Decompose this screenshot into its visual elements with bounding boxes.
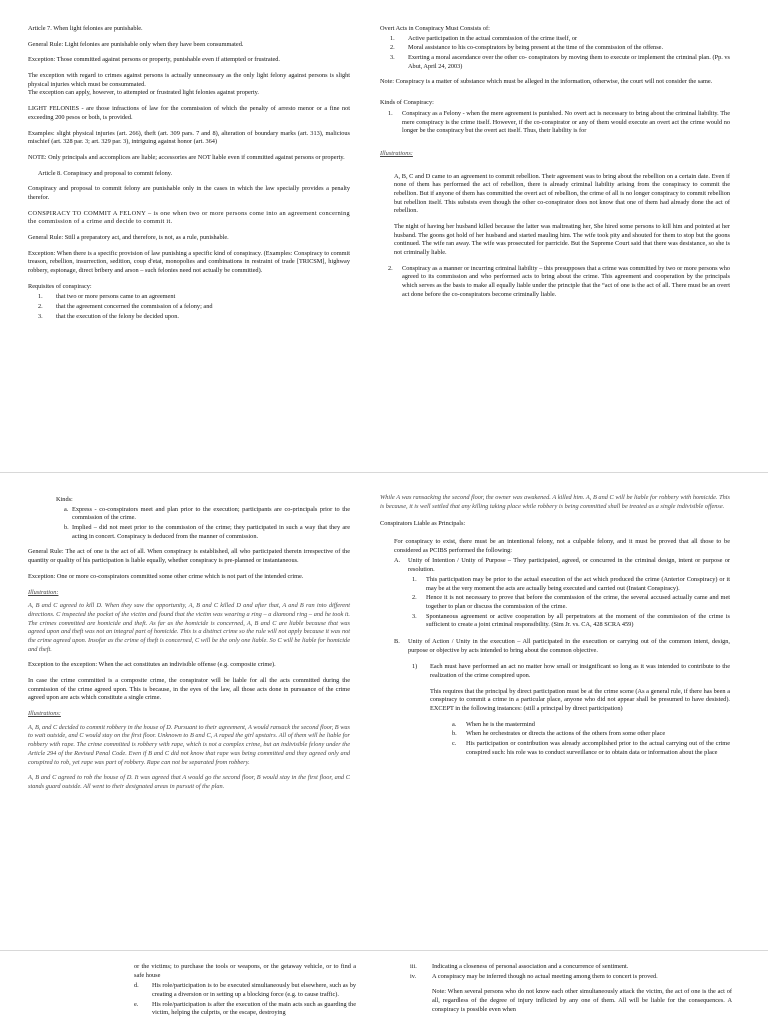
requisite-2: that the agreement concerned the commission of a felony; and: [56, 303, 213, 311]
exception-prior-contribution: His participation or contribution was already accomplished prior to the actual carrying out of the crime conspired such: his role was to conduct surveillance or to obtain data or information about the place: [466, 740, 730, 756]
page2-left-column: [28, 496, 350, 799]
conspirators-liable-title: Conspirators Liable as Principals:: [380, 520, 466, 528]
requisites-title: Requisites of conspiracy:: [28, 282, 92, 290]
page2-right-column: [380, 494, 730, 765]
illustrations-label: Illustrations:: [380, 149, 413, 157]
page3-right-column: [410, 963, 732, 1021]
kinds-of-conspiracy-title: Kinds of Conspiracy:: [380, 99, 434, 107]
overt-acts-title: Overt Acts in Conspiracy Must Consists of:: [380, 25, 490, 32]
page3-left-column: [134, 963, 356, 1024]
article7-general-rule: General Rule: Light felonies are punishable only when they have been consummated.: [28, 40, 244, 48]
list-item: a. When he is the mastermind: [452, 720, 535, 728]
list-item: 2. Hence it is not necessary to prove that before the commission of the crime, the several accused actually came and met together to plan or discuss the commission of the crime.: [412, 594, 730, 610]
light-felonies-examples: Examples: slight physical injuries (art. 266), theft (art. 309 pars. 7 and 8), alteration of boundary marks (art. 313), malicious mischief (art. 328 par. 3; art. 329 par. 3), intriguing against honor (art. 364): [28, 129, 350, 146]
illustrations-label: Illustrations:: [28, 710, 61, 718]
kinds-express-implied-list: [28, 506, 350, 542]
document-page-1: [0, 0, 768, 473]
illustration-homicide-theft: A, B and C agreed to kill D. When they saw the opportunity, A, B and C killed D and after that, A and B ran into different directions. C inspected the pocket of the victim and found that the victim was wearing a ring – a diamond ring – and he took it. The crimes committed are homicide and theft. As far as the homicide is concerned, A, B and C are liable because that was agreed upon and theft was not an integral part of homicide. This is a distinct crime so the rule will not apply because it was not the crime agreed upon. Insofar as the crime of theft is concerned, C will be the only one liable. So C will be liable for homicide and theft.: [28, 602, 350, 653]
simultaneous-attack-note: Note: When several persons who do not know each other simultaneously attack the victim, the act of one is the act of all, regardless of the degree of injury inflicted by any one of them. All will be liable for the consequences. A conspiracy is possible even when: [432, 988, 732, 1013]
illustration-parricide: The night of having her husband killed because the latter was maltreating her, She hired some persons to kill him and pointed at her husband. The goons got hold of her husband and started mauling him. The wife took pity and shouted for them to stop but the goons continued. The wife ran away. The wife was prosecuted for parricide. But the Supreme Court said that there was desistance, so she is not criminally liable.: [394, 223, 730, 257]
illustration-robbery-homicide: A, B and C agreed to rob the house of D. It was agreed that A would go the second floor, B would stay in the first floor, and C stands guard outside. All went to their designated areas in pursuit of the plan.: [28, 774, 350, 790]
kinds-list-1: [380, 110, 730, 136]
page1-right-column: [380, 25, 730, 307]
unity-of-action: Unity of Action / Unity in the execution – All participated in the execution or carrying out of the common intent, design, purpose or objective by acts intended to bring about the common objective.: [408, 637, 730, 654]
kind-conspiracy-as-manner: Conspiracy as a manner or incurring criminal liability – this presupposes that a crime was committed by two or more persons who agreed to its commission and who performed acts to bring about the crime. This agreement and cooperation by the principals which serves as the basis to make all equally liable under the principle that the “act of one is the act of all. There must be an overt act done before the co-conspirators become criminally liable.: [402, 264, 730, 298]
page3-right-list: [410, 963, 732, 981]
requisites-list: [28, 293, 350, 321]
requisite-1: that two or more persons came to an agreement: [56, 293, 176, 301]
exception-to-exception: Exception to the exception: When the act constitutes an indivisible offense (e.g. composite crime).: [28, 661, 276, 669]
composite-crime-text: In case the crime committed is a composite crime, the conspirator will be liable for all the acts committed during the commission of the crime agreed upon. This is because, in the eyes of the law, all those acts done in pursuance of the crime agreed upon are acts which constitute a single crime.: [28, 677, 350, 702]
conspiracy-general-rule: General Rule: Still a preparatory act, and therefore, is not, as a rule, punishable.: [28, 234, 229, 241]
action-item-1: Each must have performed an act no matter how small or insignificant so long as it was intended to contribute to the realization of the crime conspired upon.: [430, 663, 730, 679]
intention-item-1: This participation may be prior to the actual execution of the act which produced the crime (Anterior Conspiracy) or it may be at the very moment the acts are actually being executed and carried out (Instant Conspiracy).: [426, 575, 730, 592]
overt-act-2: Moral assistance to his co-conspirators by being present at the time of the commission of the offense.: [408, 44, 664, 52]
conspiracy-definition: CONSPIRACY TO COMMIT A FELONY – is one when two or more persons come into an agreement concerning the commission of a crime and decide to commit it.: [28, 209, 350, 226]
kinds-label: Kinds:: [56, 496, 73, 503]
list-item: 3. Exerting a moral ascendance over the other co- conspirators by moving them to execute or implement the criminal plan. (Pp. vs Abut, April 24, 2003): [390, 54, 730, 70]
list-item: iii. Indicating a closeness of personal association and a concurrence of sentiment.: [410, 963, 629, 970]
requisite-3: that the execution of the felony be decided upon.: [56, 312, 179, 320]
article7-title: Article 7. When light felonies are punishable.: [28, 25, 143, 32]
overt-act-3: Exerting a moral ascendance over the other co- conspirators by moving them to execute or implement the criminal plan. (Pp. vs Abut, April 24, 2003): [408, 54, 730, 70]
list-item: B. Unity of Action / Unity in the execution – All participated in the execution or carrying out of the common intent, design, purpose or objective by acts intended to bring about the common objective. 1) Each must have performed an act no matter how small or insignificant so long as it was intended to contribute to the realization of the crime conspired upon. This requires that the principal by direct participation must be at the crime scene (As a general rule, if there has been a conspiracy to commit a crime in a particular place, anyone who did not appear shall be presumed to have desisted). EXCEPT in the following instances: (still a principal by direct participation) a. When he is the mastermind b. When he orchestrates or directs the actions of the others from some other place c. His participation or contribution was already accomplished prior to the actual carrying out of the crime conspired such: his role was to conduct surveillance or to obtain data or information about the place: [394, 637, 730, 756]
list-item: 2. Conspiracy as a manner or incurring criminal liability – this presupposes that a crime was committed by two or more persons who agreed to its commission and who performed acts to bring about the crime. This agreement and cooperation by the principals which serves as the basis to make all equally liable under the principle that the “act of one is the act of all. There must be an overt act done before the co-conspirators become criminally liable.: [388, 264, 730, 298]
list-item: b. When he orchestrates or directs the actions of the others from some other place: [452, 730, 666, 738]
action-exceptions-list: [408, 721, 730, 758]
page3-left-list: [134, 982, 356, 1018]
action-crime-scene-note: This requires that the principal by direct participation must be at the crime scene (As a general rule, if there has been a conspiracy to commit a crime in a particular place, anyone who did not appear shall be presumed to have desisted). EXCEPT in the following instances: (still a principal by direct participation): [430, 687, 730, 713]
exception-mastermind: When he is the mastermind: [466, 720, 535, 728]
list-item: 1. Conspiracy as a Felony - when the mere agreement is punished. No overt act is necessary to bring about the criminal liability. The mere conspiracy is the crime itself. However, if the co-conspirator or any of them would execute an overt act the crime would no longer be the conspiracy but the overt act itself. Thus, their liability is for: [388, 109, 730, 135]
item-iv: A conspiracy may be inferred though no actual meeting among them to concert is proved.: [432, 972, 658, 980]
list-item: 2. Moral assistance to his co-conspirators by being present at the time of the commission of the offense.: [390, 44, 664, 52]
list-item: 1. This participation may be prior to the actual execution of the act which produced the crime (Anterior Conspiracy) or it may be at the very moment the acts are actually being executed and carried out (Instant Conspiracy).: [412, 575, 730, 592]
act-of-one-general-rule: General Rule: The act of one is the act of all. When conspiracy is established, all who participated therein irrespective of the quantity or quality of his participation is liable equally, whether conspiracy is pre-planned or instantaneous.: [28, 548, 350, 565]
illustration-rebellion: A, B, C and D came to an agreement to commit rebellion. Their agreement was to bring about the rebellion on a certain date. Even if none of them has performed the act of rebellion, there is already criminal liability arising from the conspiracy to commit the rebellion. But if anyone of them has committed the overt act of rebellion, the crime of all is no longer conspiracy to commit rebellion but rebellion itself. This subsists even though the other co-conspirator does not know that one of them had already done the act of rebellion.: [394, 172, 730, 215]
article8-text: Conspiracy and proposal to commit felony are punishable only in the cases in which the law specially provides a penalty therefor.: [28, 185, 350, 201]
list-item: A. Unity of Intention / Unity of Purpose – They participated, agreed, or concurred in the criminal design, intent or purpose or resolution. 1. This participation may be prior to the actual execution of the act which produced the crime (Anterior Conspiracy) or it may be at the very moment the acts are actually being executed and carried out (Instant Conspiracy). 2. Hence it is not necessary to prove that before the commission of the crime, the several accused actually came and met together to plan or discuss the commission of the crime. 3. Spontaneous agreement or active cooperation by all perpetrators at the moment of the commission of the crime is sufficient to create a joint criminal responsibility. (Sim Jr. vs. CA, 428 SCRA 459): [394, 557, 730, 629]
light-felonies-definition: LIGHT FELONIES - are those infractions of law for the commission of which the penalty of arresto menor or a fine not exceeding 200 pesos or both, is provided.: [28, 105, 350, 121]
list-item: e. His role/participation is after the execution of the main acts such as guarding the victim, helping the culprits, or the escape, destroying: [134, 1000, 356, 1017]
list-item: 1. that two or more persons came to an agreement: [38, 293, 176, 301]
overt-acts-note: Note: Conspiracy is a matter of substance which must be alleged in the information, otherwise, the court will not consider the same.: [380, 78, 713, 86]
list-item: 3. Spontaneous agreement or active cooperation by all perpetrators at the moment of the commission of the crime is sufficient to create a joint criminal responsibility. (Sim Jr. vs. CA, 428 SCRA 459): [412, 612, 730, 629]
list-item: 2. that the agreement concerned the commission of a felony; and: [38, 303, 213, 311]
illustration-continued: While A was ransacking the second floor, the owner was awakened. A killed him. A, B and C will be liable for robbery with homicide. This is because, it is well settled that any killing taking place while robbery is being committed shall be treated as a single indivisible offense.: [380, 494, 730, 510]
list-item: 1. Active participation in the actual commission of the crime itself, or: [390, 34, 578, 42]
list-item: b. Implied – did not meet prior to the commission of the crime; they participated in such a way that they are acting in concert. Conspiracy is deduced from the manner of commission.: [64, 524, 350, 540]
unity-list: [380, 557, 730, 757]
list-item: a. Express - co-conspirators meet and plan prior to the execution; participants are co-principals prior to the commission of the crime.: [64, 505, 350, 522]
item-iii: Indicating a closeness of personal association and a concurrence of sentiment.: [432, 963, 629, 970]
intention-item-2: Hence it is not necessary to prove that before the commission of the crime, the several accused actually came and met together to plan or discuss the commission of the crime.: [426, 594, 730, 610]
exception-orchestrates: When he orchestrates or directs the actions of the others from some other place: [466, 730, 666, 738]
unity-of-intention: Unity of Intention / Unity of Purpose – They participated, agreed, or concurred in the criminal design, intent or purpose or resolution.: [408, 557, 730, 574]
list-item: iv. A conspiracy may be inferred though no actual meeting among them to concert is proved.: [410, 972, 658, 980]
article7-exception-note-2: The exception can apply, however, to attempted or frustrated light felonies against property.: [28, 89, 259, 97]
conspiracy-exception: Exception: When there is a specific provision of law punishing a specific kind of conspiracy. (Examples: Conspiracy to commit treason, rebellion, insurrection, sedition, coup d'etat, monopolies and combinations in restraint of trade [TRICSM], highway robbery, espionage, direct bribery and arson – such felonies need not actually be committed).: [28, 249, 350, 275]
document-page-3: [0, 955, 768, 1024]
unity-intention-sublist: [408, 576, 730, 630]
item-e: His role/participation is after the execution of the main acts such as guarding the victim, helping the culprits, or the escape, destroying: [152, 1000, 356, 1017]
list-item: d. His role/participation is to be executed simultaneously but elsewhere, such as by creating a diversion or in setting up a blocking force (e.g. to cause traffic).: [134, 982, 356, 999]
kinds-list-2: [380, 265, 730, 300]
illustration-label: Illustration:: [28, 588, 59, 596]
unity-action-sublist: [408, 663, 730, 680]
overt-act-1: Active participation in the actual commission of the crime itself, or: [408, 34, 578, 42]
document-page-2: [0, 476, 768, 951]
list-item: 3. that the execution of the felony be decided upon.: [38, 312, 179, 320]
kind-express: Express - co-conspirators meet and plan prior to the execution; participants are co-principals prior to the commission of the crime.: [72, 505, 350, 522]
intention-item-3: Spontaneous agreement or active cooperation by all perpetrators at the moment of the commission of the crime is sufficient to create a joint criminal responsibility. (Sim Jr. vs. CA, 428 SCRA 459): [426, 612, 730, 629]
kind-implied: Implied – did not meet prior to the commission of the crime; they participated in such a way that they are acting in concert. Conspiracy is deduced from the manner of commission.: [72, 524, 350, 540]
list-item: 1) Each must have performed an act no matter how small or insignificant so long as it was intended to contribute to the realization of the crime conspired upon.: [412, 663, 730, 679]
act-of-one-exception: Exception: One or more co-conspirators committed some other crime which is not part of the intended crime.: [28, 572, 304, 580]
continued-text: or the victims; to purchase the tools or weapons, or the getaway vehicle, or to find a safe house: [134, 963, 356, 979]
conspirators-liable-intro: For conspiracy to exist, there must be an intentional felony, not a culpable felony, and it must be proved that all those to be considered as PCIBS performed the following:: [394, 538, 730, 554]
item-d: His role/participation is to be executed simultaneously but elsewhere, such as by creating a diversion or in setting up a blocking force (e.g. to cause traffic).: [152, 982, 356, 999]
article7-exception: Exception: Those committed against persons or property, punishable even if attempted or frustrated.: [28, 56, 280, 64]
article7-exception-note: The exception with regard to crimes against persons is actually unnecessary as the only light felony against persons is slight physical injuries which must be consummated.: [28, 72, 350, 88]
illustration-robbery-rape: A, B, and C decided to commit robbery in the house of D. Pursuant to their agreement, A would ransack the second floor, B was to wait outside, and C would stay on the first floor. Unknown to B and C, A raped the girl upstairs. All of them will be liable for robbery with rape. The crime committed is robbery with rape, which is not a complex crime, but an indivisible felony under the Article 294 of the Revised Penal Code. Even if B and C did not know that rape was being committed and they agreed only and conspired to rob, yet rape was part of robbery. Rape can not be separated from robbery.: [28, 723, 350, 766]
article8-title: Article 8. Conspiracy and proposal to commit felony.: [38, 169, 173, 177]
list-item: c. His participation or contribution was already accomplished prior to the actual carrying out of the crime conspired such: his role was to conduct surveillance or to obtain data or information about the place: [452, 740, 730, 756]
kind-conspiracy-as-felony: Conspiracy as a Felony - when the mere agreement is punished. No overt act is necessary to bring about the criminal liability. The mere conspiracy is the crime itself. However, if the co-conspirator or any of them would execute an overt act the crime would no longer be the conspiracy but the overt act itself. Thus, their liability is for: [402, 109, 730, 135]
principals-note: NOTE: Only principals and accomplices are liable; accessories are NOT liable even if committed against persons or property.: [28, 153, 345, 161]
page1-left-column: [28, 25, 350, 329]
overt-acts-list: [380, 35, 730, 72]
